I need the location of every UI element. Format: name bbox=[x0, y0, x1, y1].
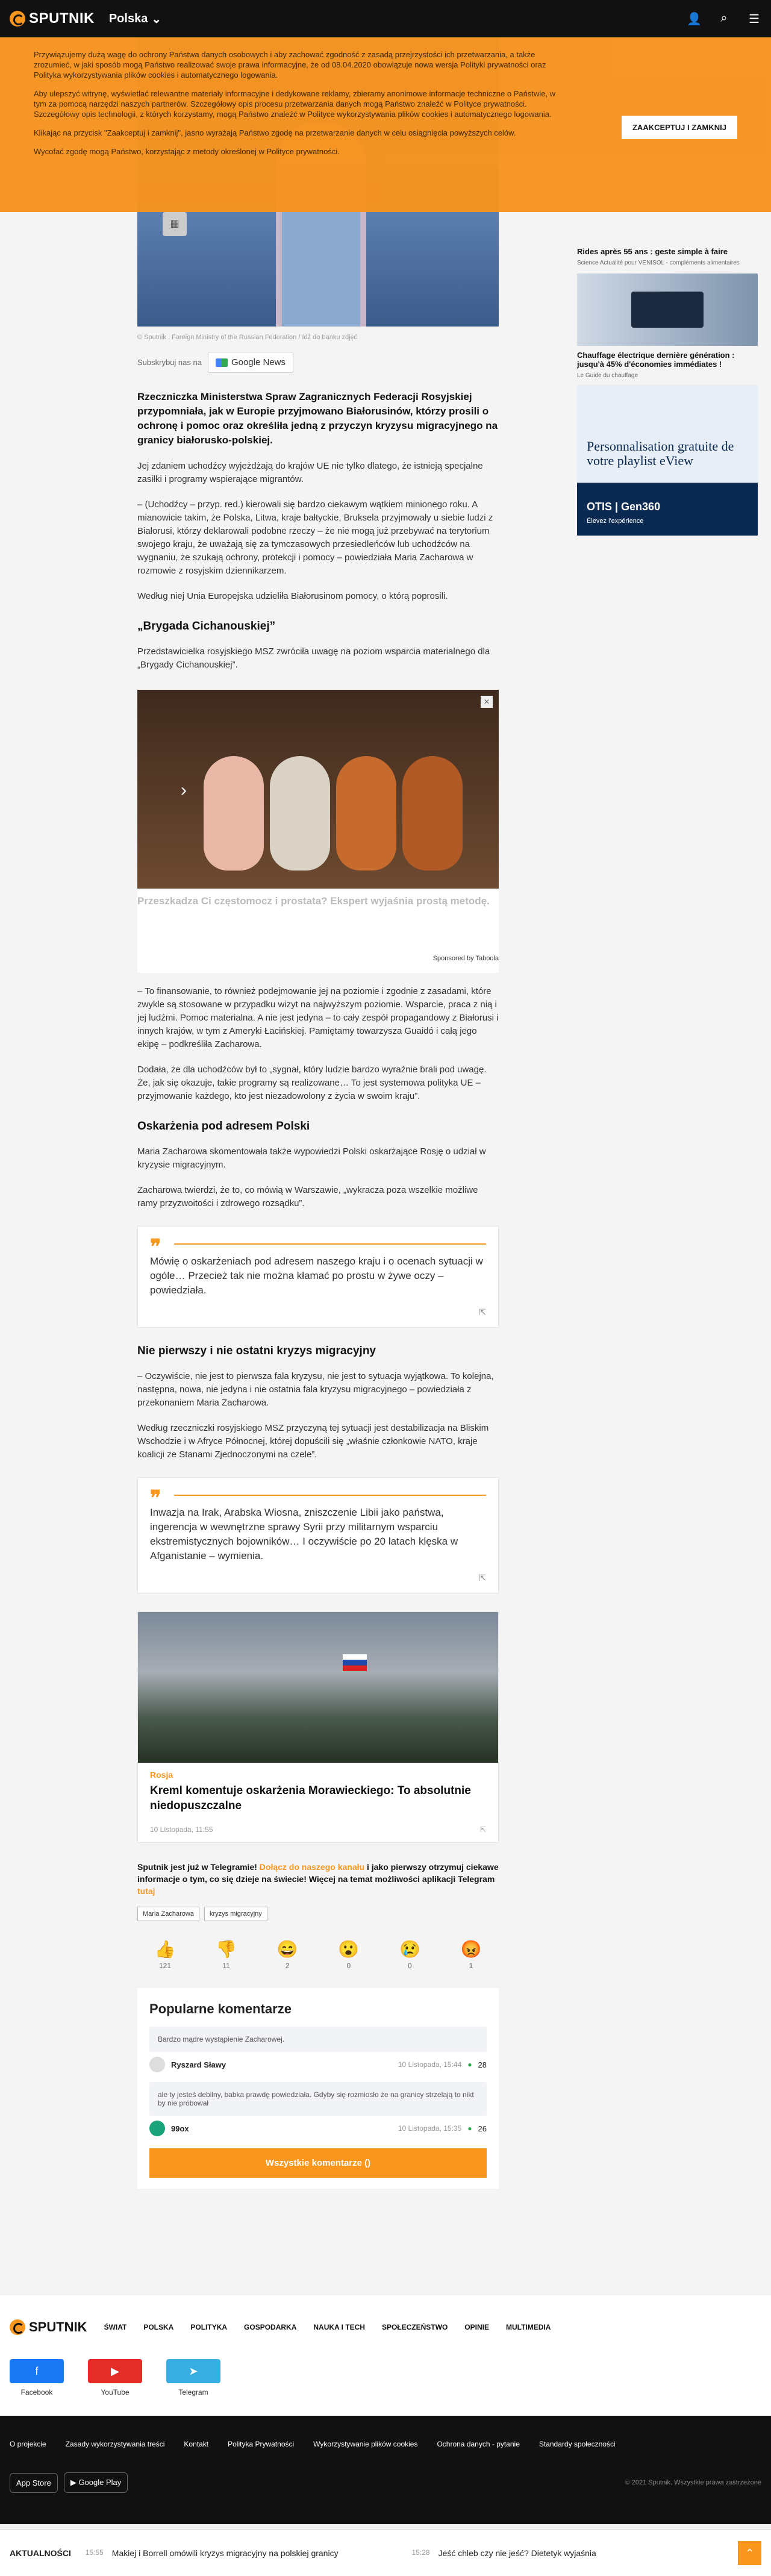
youtube-icon: ▶ bbox=[88, 2359, 142, 2383]
brand-name: SPUTNIK bbox=[29, 10, 95, 27]
tag[interactable]: kryzys migracyjny bbox=[204, 1907, 267, 1921]
footer-nav-item[interactable]: ŚWIAT bbox=[104, 2323, 127, 2331]
related-article-date: 10 Listopada, 11:55 bbox=[150, 1825, 213, 1834]
quote-text: Inwazja na Irak, Arabska Wiosna, zniszczenie Libii jako państwa, ingerencja w wewnętrzne sprawy Syrii przy militarnym wsparciu ekstremistycznych bojowników… I oczywiście po 20 latach klęska w Afganistanie – wymienia. bbox=[150, 1507, 458, 1562]
footer-nav-item[interactable]: SPOŁECZEŃSTWO bbox=[381, 2323, 448, 2331]
tag[interactable]: Maria Zacharowa bbox=[137, 1907, 199, 1921]
footer-logo[interactable] bbox=[10, 2319, 87, 2335]
comment-time: 10 Listopada, 15:44 bbox=[398, 2060, 462, 2069]
article-paragraph: Jej zdaniem uchodźcy wyjeżdżają do krajów UE nie tylko dlatego, że istnieją specjalne zasiłki i programy wspierające migrantów. bbox=[137, 461, 483, 484]
image-caption: © Sputnik . Foreign Ministry of the Russian Federation / Idź do banku zdjęć bbox=[137, 334, 358, 341]
sputnik-logo[interactable] bbox=[10, 10, 95, 27]
social-label: YouTube bbox=[101, 2388, 130, 2396]
comment-text[interactable]: ale ty jesteś debilny, babka prawdę powiedziała. Gdyby się rozmiosło że na granicy strzelają to nikt by nie próbował bbox=[149, 2082, 487, 2116]
related-article-image[interactable] bbox=[138, 1612, 498, 1763]
article-paragraph: Według rzeczniczki rosyjskiego MSZ przyczyną tej sytuacji jest destabilizacja na Bliskim Wschodzie i w Afryce Północnej, której dopuścili się „właśnie członkowie NATO, kraje koalicji ze Stanami Zjednoczonymi na czele”. bbox=[137, 1423, 489, 1460]
avatar[interactable] bbox=[149, 2057, 165, 2072]
quote-icon: ❞ bbox=[150, 1236, 161, 1258]
article-paragraph: Przedstawicielka rosyjskiego MSZ zwróciła uwagę na poziom wsparcia materialnego dla „Brygady Cichanouskiej”. bbox=[137, 646, 490, 670]
google-play-label: Google Play bbox=[78, 2478, 122, 2487]
comment-item bbox=[149, 2082, 487, 2136]
cookie-banner bbox=[0, 37, 771, 212]
facebook-link[interactable] bbox=[10, 2359, 64, 2396]
quote-divider bbox=[174, 1243, 486, 1245]
google-news-icon bbox=[216, 358, 228, 367]
section-heading: Nie pierwszy i nie ostatni kryzys migracyjny bbox=[137, 1345, 376, 1357]
footer-nav-item[interactable]: MULTIMEDIA bbox=[505, 2323, 551, 2331]
comment-text[interactable]: Bardzo mądre wystąpienie Zacharowej. bbox=[149, 2027, 487, 2052]
reaction-wow[interactable] bbox=[331, 1939, 367, 1970]
sputnik-logo-icon bbox=[10, 11, 25, 27]
footer-link[interactable]: Polityka Prywatności bbox=[228, 2440, 295, 2448]
footer-nav-item[interactable]: GOSPODARKA bbox=[244, 2323, 297, 2331]
otis-ad-banner[interactable] bbox=[577, 385, 758, 536]
google-play-button[interactable]: ▶ Google Play bbox=[64, 2472, 128, 2493]
news-ticker bbox=[0, 2529, 771, 2576]
quote-text: Mówię o oskarżeniach pod adresem naszego kraju i o ocenach sytuacji w ogóle… Przecież tak nie można kłamać po prostu w żywe oczy – powiedziała. bbox=[150, 1255, 483, 1296]
ad-sponsor-label[interactable]: Sponsored by Taboola bbox=[432, 955, 499, 962]
telegram-promo bbox=[137, 1861, 499, 1897]
like-icon[interactable]: ● bbox=[467, 2124, 472, 2133]
thumbs-up-icon: 👍 bbox=[154, 1940, 176, 1959]
ad-slipper bbox=[204, 756, 264, 871]
comments-section bbox=[137, 1988, 499, 2189]
reaction-like[interactable] bbox=[147, 1939, 183, 1970]
footer-link[interactable]: Standardy społeczności bbox=[538, 2440, 616, 2448]
quote-divider bbox=[174, 1495, 486, 1496]
tag-list bbox=[137, 1907, 499, 1921]
facebook-icon: f bbox=[10, 2359, 64, 2383]
reaction-count: 0 bbox=[408, 1962, 412, 1970]
google-news-label: Google News bbox=[231, 357, 286, 367]
telegram-info-link[interactable]: tutaj bbox=[137, 1886, 155, 1896]
menu-icon[interactable]: ☰ bbox=[749, 12, 760, 26]
app-store-label: App Store bbox=[16, 2478, 51, 2487]
sidebar-ad-image[interactable] bbox=[577, 274, 758, 346]
otis-ad-text: Personnalisation gratuite de votre playlist eView bbox=[587, 439, 734, 468]
scroll-top-arrow-icon[interactable]: ⌃ bbox=[738, 2541, 761, 2565]
comments-title: Popularne komentarze bbox=[149, 2001, 292, 2016]
brand-name: SPUTNIK bbox=[29, 2319, 87, 2334]
reaction-count: 121 bbox=[158, 1962, 172, 1970]
cookie-text-1: Przywiązujemy dużą wagę do ochrony Państwa danych osobowych i aby zachować zgodność z zasadą przejrzystości ich przetwarzania, a także zrozumieć, w jaki sposób mogą Państwo realizować swoje prawa informacyjne, że od 08.04.2020 obowiązuje nowa wersja Polityki prywatności oraz Polityka wykorzystywania plików cookies i automatycznego logowania. bbox=[34, 50, 546, 80]
section-heading: „Brygada Cichanouskiej” bbox=[137, 620, 276, 633]
telegram-channel-link[interactable]: Dołącz do naszego kanału bbox=[259, 1862, 365, 1872]
ad-next-arrow-icon[interactable]: › bbox=[181, 780, 187, 800]
otis-brand-name: OTIS | Gen360 bbox=[587, 501, 661, 513]
ad-close-icon[interactable]: ✕ bbox=[481, 696, 493, 708]
article-paragraph: – To finansowanie, to również podejmowanie jej na poziomie i zgodnie z zasadami, które zwykle są stosowane w przypadku wizyt na najwyższym poziomie. Wsparcie, praca z nią i jej ludźmi. Pomoc materialna. A nie jest jedyna – to cały zespół propagandowy z Białorusi i innych krajów, w tym z Ameryki Łacińskiej. Pamiętamy towarzysza Guaidó i całą jego ekipę – podkreśliła Zacharowa. bbox=[137, 986, 499, 1049]
avatar[interactable] bbox=[149, 2121, 165, 2136]
reaction-dislike[interactable] bbox=[208, 1939, 245, 1970]
footer-nav-item[interactable]: POLSKA bbox=[143, 2323, 174, 2331]
share-icon[interactable]: ⇱ bbox=[479, 1573, 486, 1583]
thumbs-down-icon: 👎 bbox=[216, 1940, 237, 1959]
cookie-text-2: Aby ulepszyć witrynę, wyświetlać relewantne materiały informacyjne i dedykowane reklamy, zbieramy anonimowe informacje techniczne o Państwie, w tym za pomocą narzędzi naszych partnerów. Szczegółowy opis procesu przetwarzania danych mogą Państwo znaleźć w Polityce prywatności. Szczegółowy opis technologii, z których korzystamy, mogą Państwo znaleźć w Polityce wykorzystywania plików cookies i automatycznego logowania. bbox=[34, 89, 556, 119]
comment-author[interactable]: 99ox bbox=[171, 2124, 189, 2133]
reaction-angry[interactable] bbox=[453, 1939, 489, 1970]
footer-nav-item[interactable]: POLITYKA bbox=[190, 2323, 228, 2331]
related-article-card[interactable] bbox=[137, 1612, 499, 1843]
quote-block bbox=[137, 1226, 499, 1328]
footer-link[interactable]: Kontakt bbox=[184, 2440, 209, 2448]
ad-slipper bbox=[402, 756, 463, 871]
ticker-item[interactable] bbox=[412, 2548, 738, 2558]
ticker-label: AKTUALNOŚCI bbox=[10, 2548, 71, 2558]
search-icon[interactable]: ⌕ bbox=[720, 11, 728, 25]
reaction-count: 0 bbox=[346, 1962, 351, 1970]
sad-icon: 😢 bbox=[399, 1940, 420, 1959]
region-label: Polska bbox=[108, 11, 148, 25]
user-icon[interactable]: 👤 bbox=[687, 12, 702, 26]
social-label: Facebook bbox=[20, 2388, 53, 2396]
copyright: © 2021 Sputnik. Wszystkie prawa zastrzeżone bbox=[625, 2479, 761, 2486]
article bbox=[137, 37, 499, 2189]
related-article-tag[interactable]: Rosja bbox=[150, 1770, 173, 1780]
accept-cookies-button[interactable]: ZAAKCEPTUJ I ZAMKNIJ bbox=[622, 116, 737, 139]
google-news-button[interactable] bbox=[208, 352, 293, 373]
like-icon[interactable]: ● bbox=[467, 2060, 472, 2069]
article-paragraph: – (Uchodźcy – przyp. red.) kierowali się bardzo ciekawym wątkiem minionego roku. A mianowicie takim, że Polska, Litwa, kraje bałtyckie, Bruksela przyjmowały u siebie ludzi z Białorusi, którzy deklarowali podobne rzeczy – że nie mogą już przebywać na terytorium swojego kraju, że uważają się za tymczasowych przesiedleńców lub uchodźców na wygnaniu, że szukają ochrony, protekcji i pomocy – powiedziała Maria Zacharowa w rozmowie z rosyjskim dziennikarzem. bbox=[137, 499, 493, 576]
quote-icon: ❞ bbox=[150, 1487, 161, 1510]
ad-slipper bbox=[270, 756, 330, 871]
article-paragraph: – Oczywiście, nie jest to pierwsza fala kryzysu, nie jest to sytuacja wyjątkowa. To kolejna, następna, nowa, nie jedyna i nie ostatnia fala kryzysu migracyjnego – powiedziała z przekonaniem Maria Zacharowa. bbox=[137, 1371, 494, 1408]
sidebar-ad-title[interactable]: Chauffage électrique dernière génération : jusqu'à 45% d'économies immédiates ! bbox=[577, 351, 735, 369]
social-links bbox=[10, 2359, 761, 2396]
ad-slipper bbox=[336, 756, 396, 871]
reaction-laugh[interactable] bbox=[269, 1939, 305, 1970]
sponsored-ad[interactable] bbox=[137, 690, 499, 973]
section-heading: Oskarżenia pod adresem Polski bbox=[137, 1120, 310, 1133]
youtube-link[interactable] bbox=[88, 2359, 142, 2396]
article-paragraph: Według niej Unia Europejska udzieliła Białorusinom pomocy, o którą poprosili. bbox=[137, 591, 448, 601]
reaction-count: 2 bbox=[285, 1962, 290, 1970]
comment-time: 10 Listopada, 15:35 bbox=[398, 2124, 462, 2133]
otis-logo bbox=[587, 501, 660, 526]
telegram-text: Sputnik jest już w Telegramie! bbox=[137, 1862, 257, 1872]
chevron-down-icon: ⌄ bbox=[151, 12, 162, 26]
otis-tagline: Élevez l'expérience bbox=[587, 517, 644, 525]
ticker-time: 15:28 bbox=[411, 2548, 430, 2557]
reactions-bar bbox=[137, 1939, 499, 1970]
angry-icon: 😡 bbox=[460, 1940, 482, 1959]
cookie-text-3: Klikając na przycisk "Zaakceptuj i zamknij", jasno wyrażają Państwo zgodę na przetwarzanie danych w celu osiągnięcia powyższych celów. bbox=[34, 128, 516, 137]
social-label: Telegram bbox=[178, 2388, 208, 2396]
comment-author[interactable]: Ryszard Sławy bbox=[171, 2060, 226, 2069]
app-store-button[interactable] bbox=[10, 2473, 58, 2493]
share-icon[interactable]: ⇱ bbox=[479, 1307, 486, 1317]
footer-nav bbox=[104, 2323, 551, 2331]
sidebar-ad-title[interactable]: Rides après 55 ans : geste simple à faire bbox=[577, 247, 728, 256]
all-comments-button[interactable]: Wszystkie komentarze () bbox=[149, 2148, 487, 2178]
telegram-icon: ➤ bbox=[166, 2359, 220, 2383]
footer-links bbox=[10, 2440, 761, 2448]
region-selector[interactable] bbox=[109, 11, 161, 27]
ticker-item[interactable] bbox=[86, 2548, 412, 2558]
podium bbox=[282, 206, 360, 327]
telegram-link[interactable] bbox=[166, 2359, 220, 2396]
article-lead: Rzeczniczka Ministerstwa Spraw Zagranicznych Federacji Rosyjskiej przypomniała, jak w Europie przyjmowano Białorusinów, którzy prosili o ochronę i pomoc oraz określiła jedną z przyczyn kryzysu migracyjnego na granicy białorusko-polskiej. bbox=[137, 391, 498, 446]
article-paragraph: Zacharowa twierdzi, że to, co mówią w Warszawie, „wykracza poza wszelkie możliwe ramy przyzwoitości i zdrowego rozsądku”. bbox=[137, 1185, 478, 1208]
share-icon[interactable]: ⇱ bbox=[479, 1825, 486, 1834]
cookie-text-4: Wycofać zgodę mogą Państwo, korzystając z metody określonej w Polityce prywatności. bbox=[34, 147, 340, 156]
article-paragraph: Dodała, że dla uchodźców był to „sygnał, który ludzie bardzo wyraźnie brali pod uwagę. Że, jak się okazuje, takie programy są realizowane… To jest systemowa polityka UE – przyjmowanie każdego, kto jest niezadowolony z życia w swoim kraju”. bbox=[137, 1064, 487, 1101]
footer-nav-item[interactable]: NAUKA I TECH bbox=[313, 2323, 365, 2331]
reaction-count: 1 bbox=[469, 1962, 473, 1970]
related-article-title[interactable]: Kreml komentuje oskarżenia Morawieckiego: To absolutnie niedopuszczalne bbox=[150, 1784, 471, 1812]
telegram-text: i jako pierwszy otrzymuj ciekawe informacje o tym, co się dzieje na świecie! Więcej na temat możliwości aplikacji Telegram bbox=[137, 1862, 499, 1884]
laugh-icon: 😄 bbox=[276, 1940, 298, 1959]
russian-flag bbox=[343, 1654, 367, 1671]
reaction-count: 11 bbox=[222, 1962, 230, 1970]
site-header bbox=[0, 0, 771, 37]
ticker-headline[interactable]: Makiej i Borrell omówili kryzys migracyjny na polskiej granicy bbox=[111, 2548, 339, 2558]
footer-link[interactable]: Ochrona danych - pytanie bbox=[437, 2440, 520, 2448]
subscribe-bar bbox=[137, 352, 499, 373]
ad-image[interactable] bbox=[137, 690, 499, 889]
comment-likes: 28 bbox=[478, 2060, 487, 2069]
article-paragraph: Maria Zacharowa skomentowała także wypowiedzi Polski oskarżające Rosję o udział w kryzysie migracyjnym. bbox=[137, 1146, 486, 1170]
footer-nav-item[interactable]: OPINIE bbox=[464, 2323, 489, 2331]
footer-link[interactable]: Zasady wykorzystywania treści bbox=[65, 2440, 165, 2448]
sputnik-logo-icon bbox=[10, 2319, 25, 2335]
footer-link[interactable]: O projekcie bbox=[10, 2440, 46, 2448]
comment-item bbox=[149, 2027, 487, 2072]
footer-link[interactable]: Wykorzystywanie plików cookies bbox=[313, 2440, 418, 2448]
sidebar-ad-source[interactable]: Science Actualité pour VENISOL - compléments alimentaires bbox=[577, 260, 740, 266]
quote-block bbox=[137, 1477, 499, 1593]
subscribe-label: Subskrybuj nas na bbox=[137, 358, 202, 367]
ad-title[interactable]: Przeszkadza Ci częstomocz i prostata? Ekspert wyjaśnia prostą metodę. bbox=[137, 895, 490, 907]
sidebar-ad-source[interactable]: Le Guide du chauffage bbox=[577, 372, 638, 379]
surprised-icon: 😮 bbox=[338, 1940, 360, 1959]
comment-likes: 26 bbox=[478, 2124, 487, 2133]
reaction-sad[interactable] bbox=[392, 1939, 428, 1970]
ticker-time: 15:55 bbox=[85, 2548, 104, 2557]
ticker-headline[interactable]: Jeść chleb czy nie jeść? Dietetyk wyjaśnia bbox=[438, 2548, 596, 2558]
gallery-toggle-button[interactable]: ▦ bbox=[163, 212, 187, 236]
